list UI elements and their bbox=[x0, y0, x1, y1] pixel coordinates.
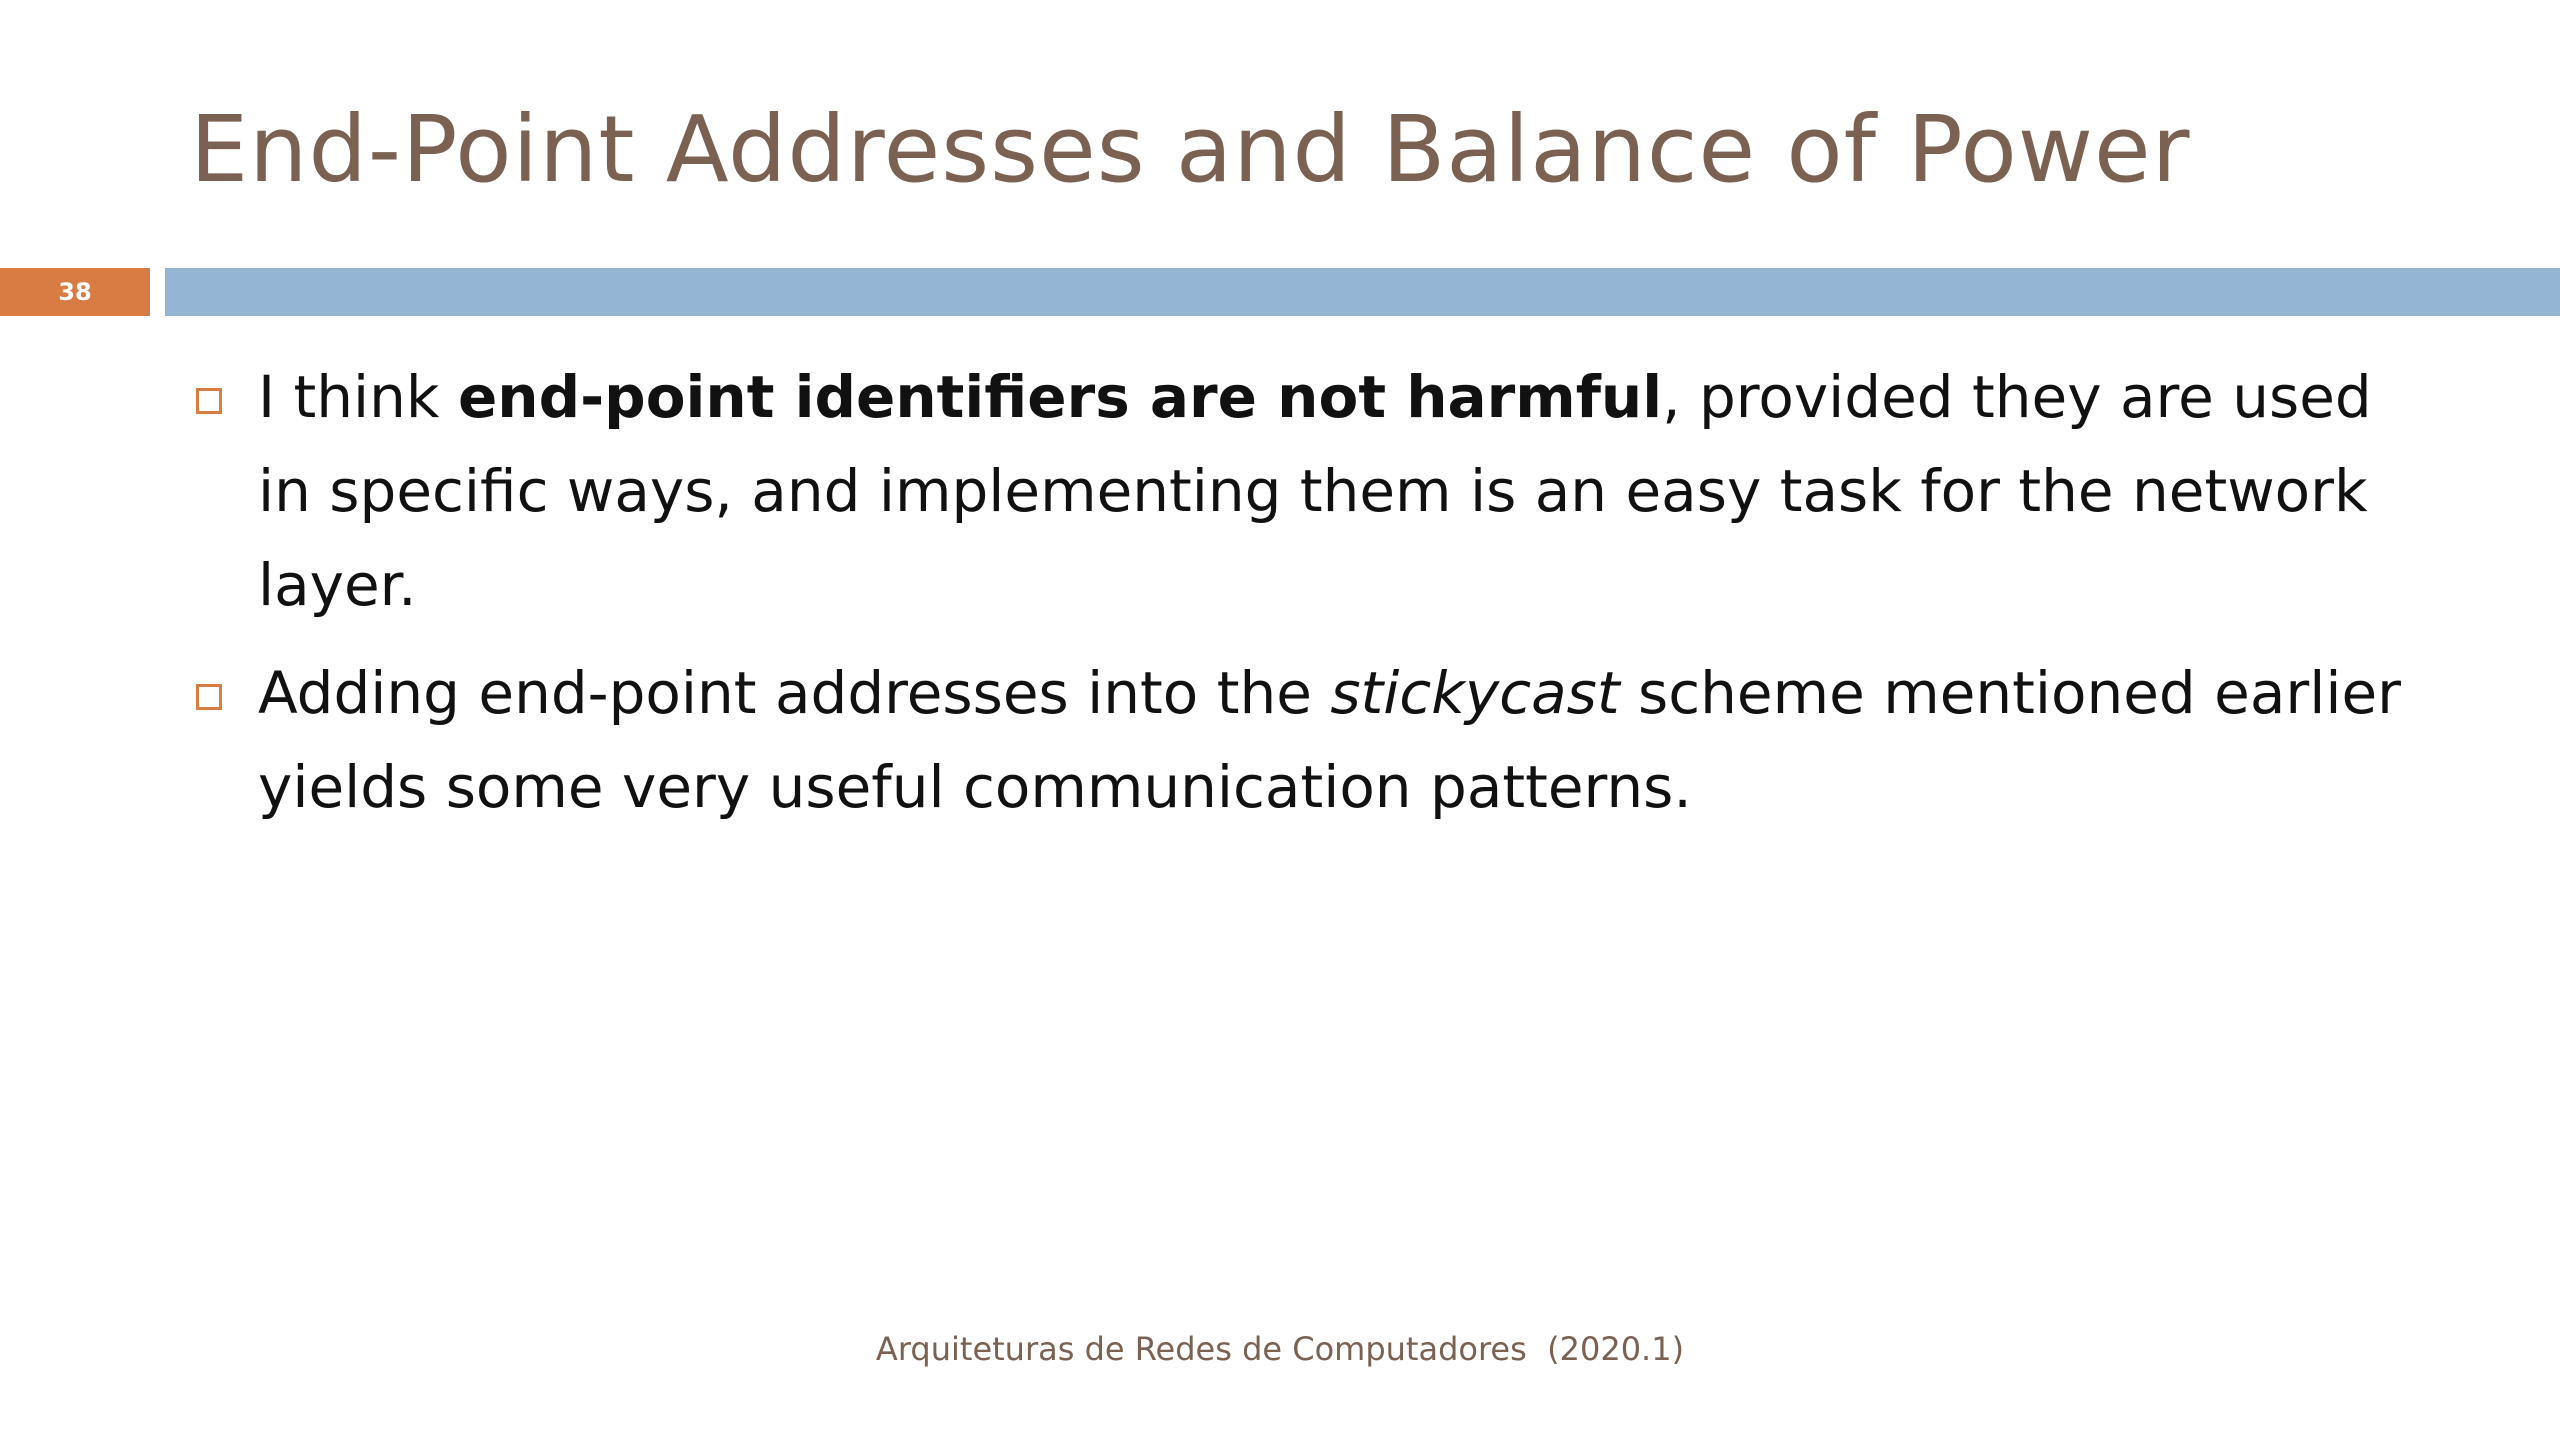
bullet-text-bold: end-point identifiers are not harmful bbox=[457, 363, 1663, 431]
slide-title: End-Point Addresses and Balance of Power bbox=[190, 96, 2191, 203]
bullet-text-pre: I think bbox=[258, 363, 458, 431]
bullet-text-pre: Adding end-point addresses into the bbox=[258, 659, 1331, 727]
bullet-text-italic: stickycast bbox=[1330, 659, 1620, 727]
slide-footer: Arquiteturas de Redes de Computadores (2020.1) bbox=[875, 1330, 1685, 1368]
hollow-square-bullet-icon bbox=[196, 684, 222, 710]
bullet-list bbox=[190, 350, 2430, 848]
bullet-text-post: scheme mentioned earlier yields some very useful communication patterns. bbox=[258, 659, 2402, 821]
slide-number-badge bbox=[0, 268, 150, 316]
slide-number: 38 bbox=[58, 278, 92, 306]
bullet-text-post: , provided they are used in specific ways, and implementing them is an easy task for the network layer. bbox=[258, 363, 2372, 619]
bullet-item bbox=[190, 350, 2430, 632]
hollow-square-bullet-icon bbox=[196, 388, 222, 414]
title-divider-bar bbox=[165, 268, 2560, 316]
bullet-item bbox=[190, 646, 2430, 834]
